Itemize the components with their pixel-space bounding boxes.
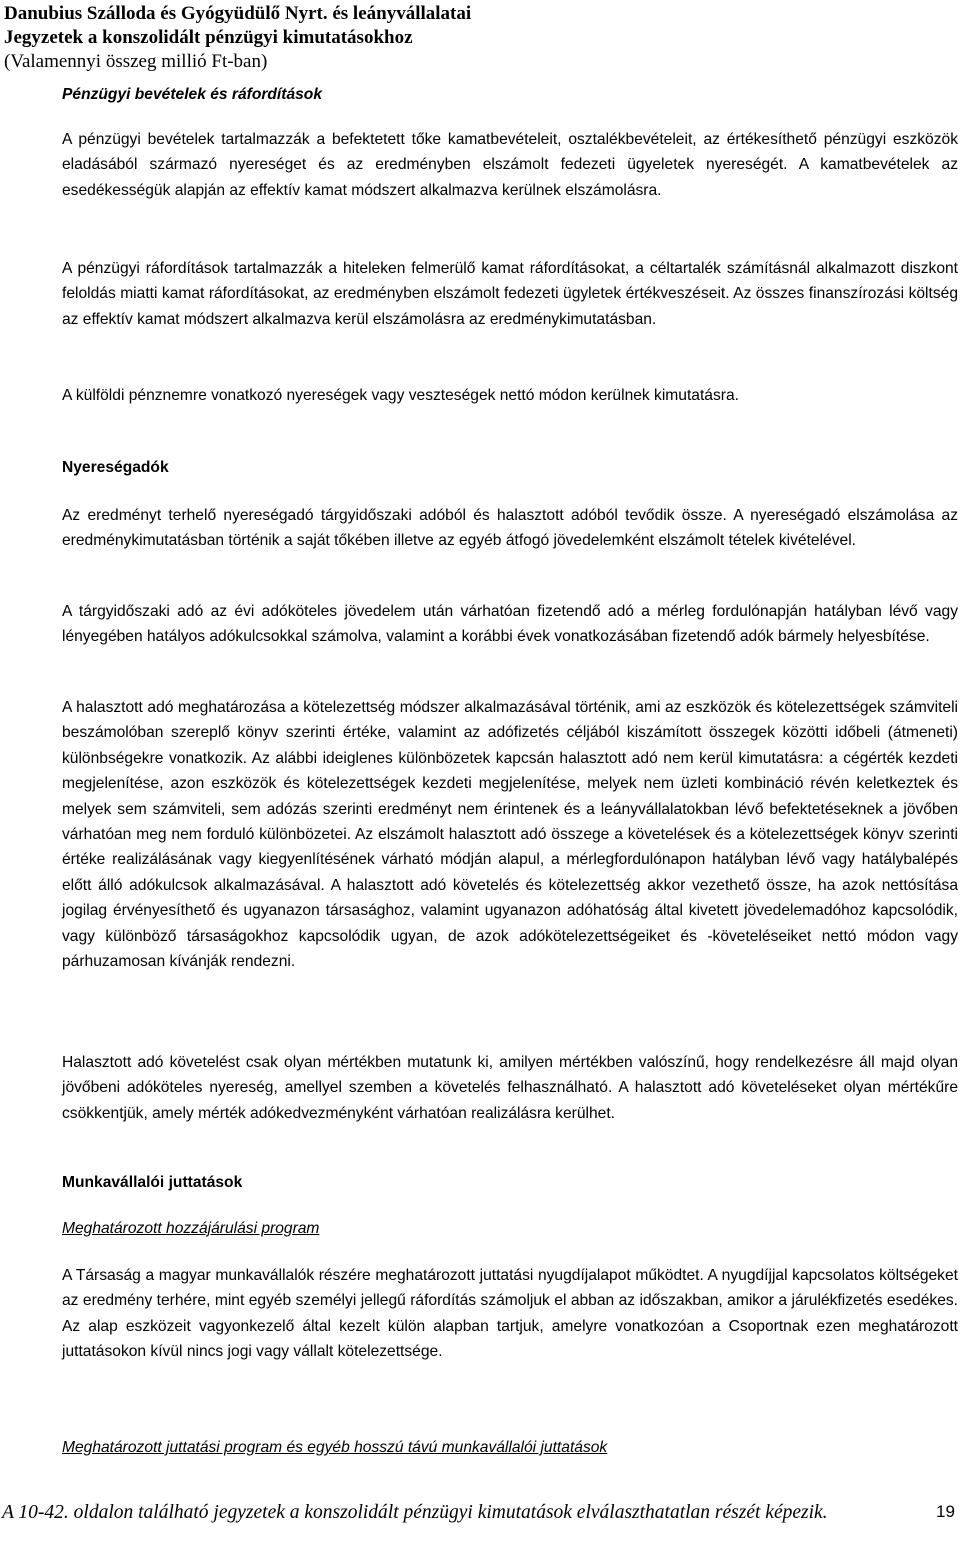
- document-title: Jegyzetek a konszolidált pénzügyi kimutatásokhoz: [4, 27, 413, 48]
- section-heading-employee-wrap: [62, 1170, 958, 1195]
- financial-paragraph-3: A külföldi pénznemre vonatkozó nyereségek vagy veszteségek nettó módon kerülnek kimutatásra.: [62, 387, 739, 404]
- tax-paragraph-1-wrap: [62, 503, 958, 554]
- tax-paragraph-3: A halasztott adó meghatározása a kötelezettség módszer alkalmazásával történik, ami az eszközök és kötelezettségek számviteli beszámolóban szereplő könyv szerinti értéke, valamint az adófizetés céljából kiszámított összegek közötti időbeli (átmeneti) különbségekre vonatkozik. Az alábbi ideiglenes különbözetek kapcsán halasztott adó nem kerül kimutatásra: a cégérték kezdeti megjelenítése, azon eszközök és kötelezettségek kezdeti megjelenítése, melyek nem üzleti kombináció révén keletkeztek és melyek sem számviteli, sem adózás szerinti eredményt nem érintenek és a leányvállalatokban lévő befektetéseknek a jövőben várhatóan meg nem forduló különbözetei. Az elszámolt halasztott adó összege a követelések és a kötelezettségek könyv szerinti értéke realizálásának vagy kiegyenlítésének várható módján alapul, a mérlegfordulónapon hatályban lévő vagy hatálybalépés előtt álló adókulcsok alkalmazásával. A halasztott adó követelés és kötelezettség akkor vezethető össze, ha azok nettósítása jogilag érvényesíthető és ugyanazon társasághoz, valamint ugyanazon adóhatóság által kivetett jövedelemadóhoz kapcsolódik, vagy különböző társaságokhoz kapcsolódik ugyan, de azok adókötelezettségeiket és -követeléseiket nettó módon vagy párhuzamosan kívánják rendezni.: [62, 699, 958, 971]
- financial-paragraph-1: A pénzügyi bevételek tartalmazzák a befektetett tőke kamatbevételeit, osztalékbevételeit, az értékesíthető pénzügyi eszközök eladásából származó nyereséget és az eredményben elszámolt fedezeti ügyeletek nyereségét. A kamatbevételek az esedékességük alapján az effektív kamat módszert alkalmazva kerülnek elszámolásra.: [62, 131, 958, 199]
- financial-paragraph-2: A pénzügyi ráfordítások tartalmazzák a hiteleken felmerülő kamat ráfordításokat, a céltartalék számításnál alkalmazott diszkont feloldás miatti kamat ráfordításokat, az eredményben elszámolt fedezeti ügyletek értékveszéseit. Az összes finanszírozási költség az effektív kamat módszert alkalmazva kerül elszámolásra az eredménykimutatásban.: [62, 260, 958, 328]
- tax-paragraph-4-wrap: [62, 1050, 958, 1126]
- financial-paragraph-1-wrap: [62, 127, 958, 203]
- section-heading-financial: Pénzügyi bevételek és ráfordítások: [62, 86, 322, 103]
- subheading-defined-contribution: Meghatározott hozzájárulási program: [62, 1220, 320, 1237]
- unit-note: (Valamennyi összeg millió Ft-ban): [4, 51, 268, 72]
- section-heading-financial-wrap: [62, 82, 958, 107]
- tax-paragraph-2: A tárgyidőszaki adó az évi adóköteles jövedelem után várhatóan fizetendő adó a mérleg fordulónapján hatályban lévő vagy lényegében hatályos adókulcsokkal számolva, valamint a korábbi évek vonatkozásában fizetendő adók bármely helyesbítése.: [62, 603, 958, 646]
- subheading-defined-benefit: Meghatározott juttatási program és egyéb hosszú távú munkavállalói juttatások: [62, 1439, 608, 1456]
- section-heading-employee: Munkavállalói juttatások: [62, 1174, 243, 1191]
- page-number: 19: [936, 1502, 955, 1521]
- company-name: Danubius Szálloda és Gyógyüdülő Nyrt. és leányvállalatai: [4, 3, 472, 24]
- financial-paragraph-2-wrap: [62, 256, 958, 332]
- employee-paragraph-1: A Társaság a magyar munkavállalók részére meghatározott juttatási nyugdíjalapot működtet. A nyugdíjjal kapcsolatos költségeket az eredmény terhére, mint egyéb személyi jellegű ráfordítás számoljuk el abban az időszakban, amikor a járulékfizetés esedékes. Az alap eszközeit vagyonkezelő által kezelt külön alapban tartjuk, amelyre vonatkozóan a Csoportnak ezen meghatározott juttatásokon kívül nincs jogi vagy vállalt kötelezettsége.: [62, 1267, 958, 1361]
- tax-paragraph-1: Az eredményt terhelő nyereségadó tárgyidőszaki adóból és halasztott adóból tevődik össze. A nyereségadó elszámolása az eredménykimutatásban történik a saját tőkében illetve az egyéb átfogó jövedelemként elszámolt tételek kivételével.: [62, 507, 958, 550]
- tax-paragraph-3-wrap: [62, 695, 958, 974]
- tax-paragraph-4: Halasztott adó követelést csak olyan mértékben mutatunk ki, amilyen mértékben valószínű, hogy rendelkezésre áll majd olyan jövőbeni adóköteles nyereség, amellyel szemben a követelés felhasználható. A halasztott adó követeléseket olyan mértékűre csökkentjük, amely mérték adókedvezményként várhatóan realizálásra kerülhet.: [62, 1054, 958, 1122]
- employee-paragraph-1-wrap: [62, 1263, 958, 1365]
- financial-paragraph-3-wrap: [62, 383, 958, 408]
- section-heading-tax-wrap: [62, 455, 958, 480]
- tax-paragraph-2-wrap: [62, 599, 958, 650]
- document-header: [4, 2, 471, 74]
- section-heading-tax: Nyereségadók: [62, 459, 169, 476]
- subheading-defined-contribution-wrap: [62, 1216, 958, 1241]
- subheading-defined-benefit-wrap: [62, 1435, 958, 1460]
- footer-note: A 10-42. oldalon található jegyzetek a konszolidált pénzügyi kimutatások elválaszthatatlan részét képezik.: [2, 1502, 828, 1523]
